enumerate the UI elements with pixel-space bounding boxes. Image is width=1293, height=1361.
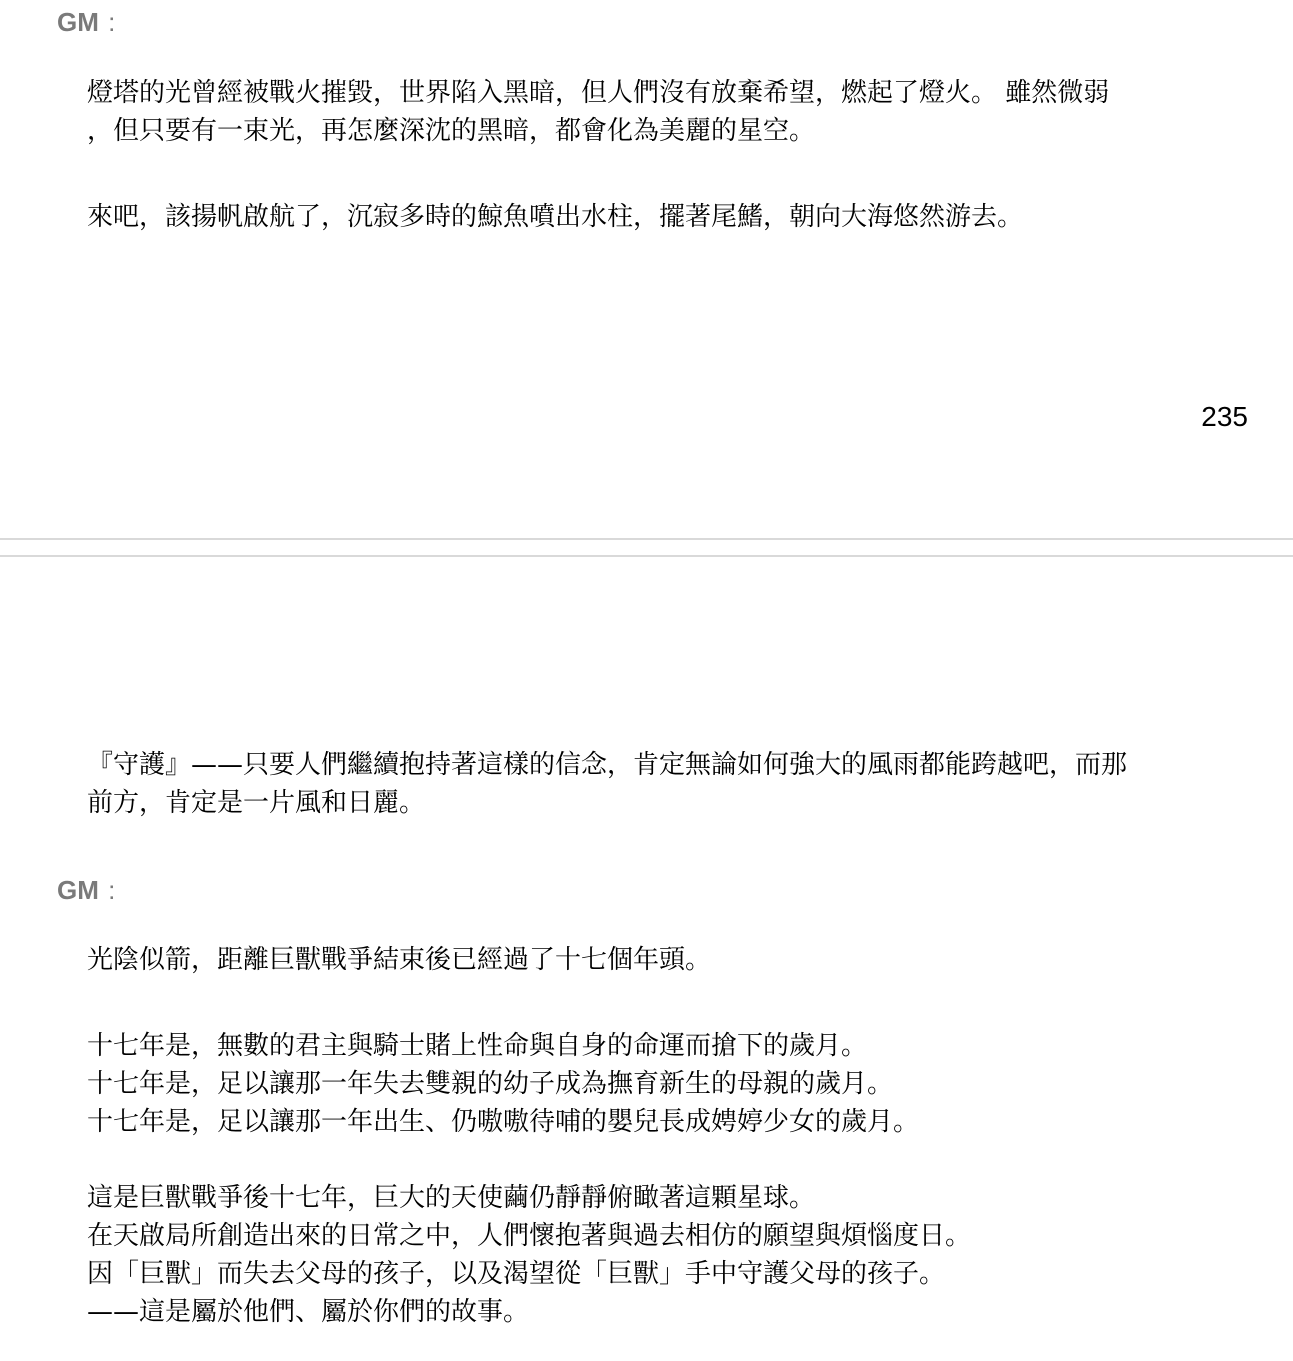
document-page-top xyxy=(0,0,1293,538)
paragraph-line: 十七年是，無數的君主與騎士賭上性命與自身的命運而搶下的歲月。 xyxy=(87,1031,868,1061)
paragraph xyxy=(87,746,1247,822)
paragraph xyxy=(87,74,1247,150)
paragraph xyxy=(87,198,1247,236)
paragraph-line: 在天啟局所創造出來的日常之中，人們懷抱著與過去相仿的願望與煩惱度日。 xyxy=(87,1221,972,1251)
paragraph-line: 十七年是，足以讓那一年失去雙親的幼子成為撫育新生的母親的歲月。 xyxy=(87,1069,894,1099)
paragraph-line: 前方，肯定是一片風和日麗。 xyxy=(87,788,426,818)
paragraph-line: 這是巨獸戰爭後十七年，巨大的天使繭仍靜靜俯瞰著這顆星球。 xyxy=(87,1183,816,1213)
paragraph-line: 因「巨獸」而失去父母的孩子，以及渴望從「巨獸」手中守護父母的孩子。 xyxy=(87,1259,946,1289)
speaker-colon: : xyxy=(108,7,116,37)
paragraph-line: 『守護』——只要人們繼續抱持著這樣的信念，肯定無論如何強大的風雨都能跨越吧，而那 xyxy=(87,750,1128,780)
page-number: 235 xyxy=(1201,401,1248,432)
paragraph-line: 燈塔的光曾經被戰火摧毀，世界陷入黑暗，但人們沒有放棄希望，燃起了燈火。 雖然微弱 xyxy=(87,78,1110,108)
speaker-name: GM xyxy=(57,7,99,37)
paragraph-line: 光陰似箭，距離巨獸戰爭結束後已經過了十七個年頭。 xyxy=(87,945,712,975)
speaker-label xyxy=(57,877,115,903)
paragraph-line: 十七年是，足以讓那一年出生、仍嗷嗷待哺的嬰兒長成娉婷少女的歲月。 xyxy=(87,1107,920,1137)
paragraph-line: ，但只要有一束光，再怎麼深沈的黑暗，都會化為美麗的星空。 xyxy=(87,116,816,146)
speaker-name: GM xyxy=(57,875,99,905)
paragraph xyxy=(87,941,1247,979)
speaker-colon: : xyxy=(108,875,116,905)
page-separator xyxy=(0,538,1293,557)
paragraph-line: ——這是屬於他們、屬於你們的故事。 xyxy=(87,1297,530,1327)
paragraph-line: 來吧，該揚帆啟航了，沉寂多時的鯨魚噴出水柱，擺著尾鰭，朝向大海悠然游去。 xyxy=(87,202,1024,232)
paragraph xyxy=(87,1179,1247,1331)
paragraph xyxy=(87,1027,1247,1141)
document-page-bottom xyxy=(0,557,1293,1361)
speaker-label xyxy=(57,9,115,35)
